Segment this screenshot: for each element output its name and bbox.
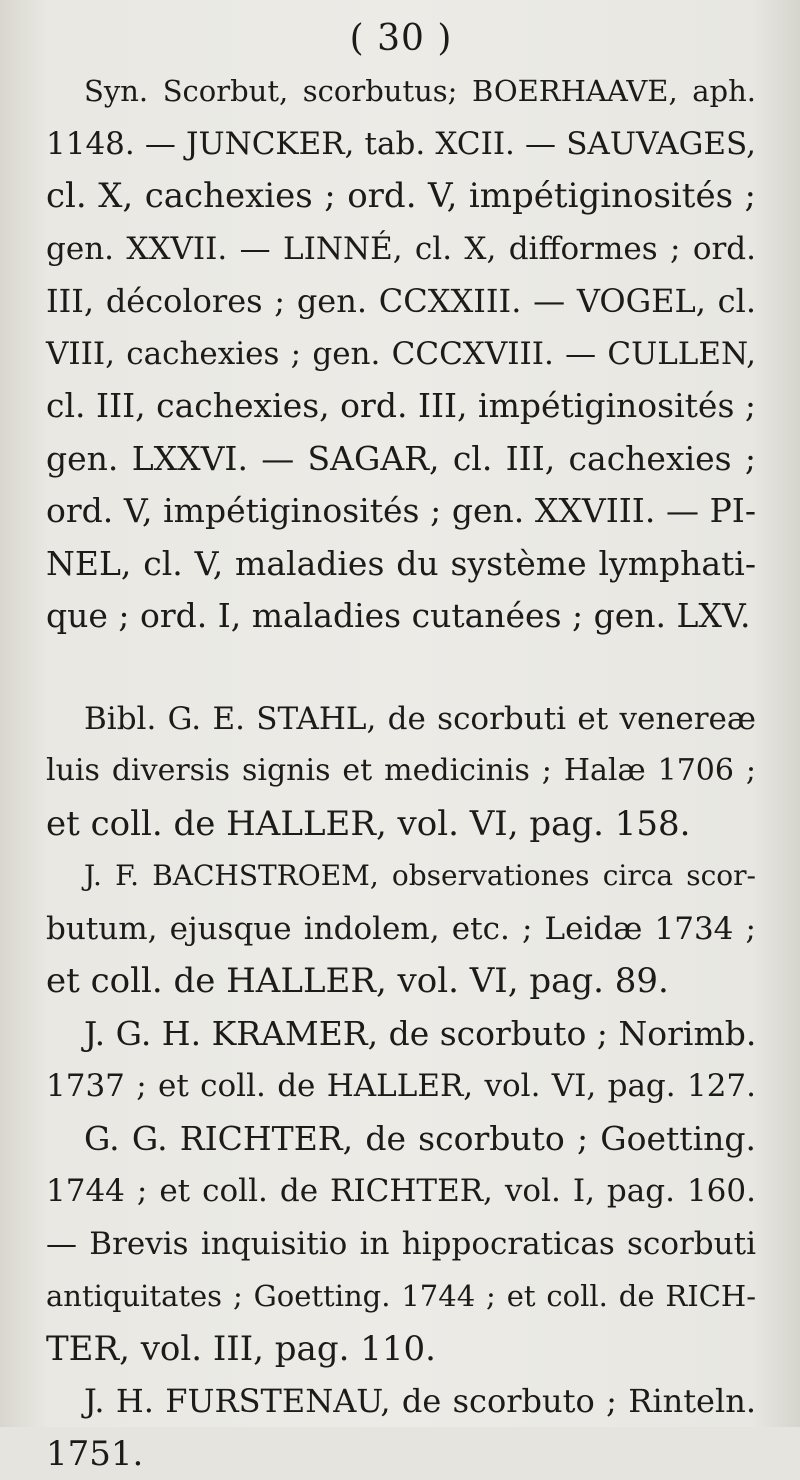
text-line: — Brevis inquisitio in hippocraticas scorbuti bbox=[46, 1218, 756, 1271]
text-line: 1148. — JUNCKER, tab. XCII. — SAUVAGES, bbox=[46, 118, 756, 171]
text-line: J. F. BACHSTROEM, observationes circa scor- bbox=[46, 850, 756, 903]
text-line: Syn. Scorbut, scorbutus; BOERHAAVE, aph. bbox=[46, 65, 756, 118]
text-line: NEL, cl. V, maladies du système lymphati- bbox=[46, 538, 756, 591]
text-line: J. G. H. KRAMER, de scorbuto ; Norimb. bbox=[46, 1008, 756, 1061]
text-line: gen. XXVII. — LINNÉ, cl. X, difformes ; ord. bbox=[46, 223, 756, 276]
text-line: 1744 ; et coll. de RICHTER, vol. I, pag. 160. bbox=[46, 1165, 756, 1218]
page-number: ( 30 ) bbox=[46, 18, 756, 59]
text-line: Bibl. G. E. STAHL, de scorbuti et venereæ bbox=[46, 693, 756, 746]
text-line: ord. V, impétiginosités ; gen. XXVIII. — PI- bbox=[46, 485, 756, 538]
text-line: VIII, cachexies ; gen. CCCXVIII. — CULLEN, bbox=[46, 328, 756, 381]
text-line: et coll. de HALLER, vol. VI, pag. 158. bbox=[46, 798, 756, 851]
text-line: gen. LXXVI. — SAGAR, cl. III, cachexies ; bbox=[46, 433, 756, 486]
text-line: antiquitates ; Goetting. 1744 ; et coll. de RICH- bbox=[46, 1270, 756, 1323]
text-line: cl. III, cachexies, ord. III, impétiginosités ; bbox=[46, 380, 756, 433]
text-line: luis diversis signis et medicinis ; Halæ 1706 ; bbox=[46, 745, 756, 798]
text-line: 1737 ; et coll. de HALLER, vol. VI, pag. 127. bbox=[46, 1060, 756, 1113]
text-line: 1751. bbox=[46, 1428, 756, 1480]
text-line: cl. X, cachexies ; ord. V, impétiginosités ; bbox=[46, 170, 756, 223]
text-line: TER, vol. III, pag. 110. bbox=[46, 1323, 756, 1376]
text-line: G. G. RICHTER, de scorbuto ; Goetting. bbox=[46, 1113, 756, 1166]
text-line: et coll. de HALLER, vol. VI, pag. 89. bbox=[46, 955, 756, 1008]
text-line: J. H. FURSTENAU, de scorbuto ; Rinteln. bbox=[46, 1375, 756, 1428]
text-line: que ; ord. I, maladies cutanées ; gen. LXV. bbox=[46, 590, 756, 643]
synonymy-paragraph bbox=[46, 65, 756, 643]
text-line: butum, ejusque indolem, etc. ; Leidæ 1734 ; bbox=[46, 903, 756, 956]
text-line: III, décolores ; gen. CCXXIII. — VOGEL, cl. bbox=[46, 275, 756, 328]
bibliography-section bbox=[46, 693, 756, 1480]
